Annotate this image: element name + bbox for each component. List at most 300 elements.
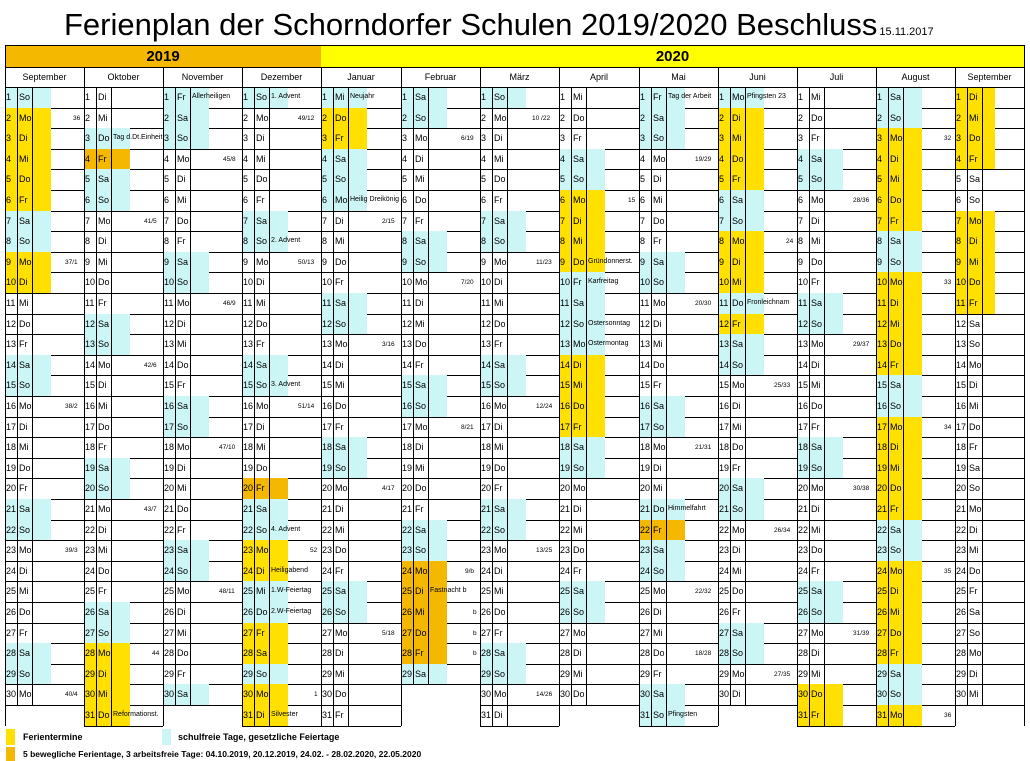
day-number: 29: [560, 668, 571, 679]
day-number: 28: [164, 648, 175, 659]
day-note: Neujahr: [350, 93, 375, 100]
weekday: Di: [890, 442, 899, 453]
weekday: Mi: [19, 442, 29, 453]
day-number: 27: [798, 627, 809, 638]
weekday: Di: [573, 215, 582, 226]
weekday: Di: [811, 504, 820, 514]
day-number: 30: [719, 689, 730, 700]
weekday: Sa: [969, 174, 981, 185]
day-number: 9: [243, 256, 249, 267]
day-number: 11: [798, 298, 808, 308]
weekday: So: [811, 318, 823, 329]
weekday: Sa: [19, 215, 31, 226]
weekday: Do: [335, 545, 347, 556]
day-number: 27: [640, 627, 651, 638]
weekday: Do: [811, 256, 823, 267]
weekday: Mi: [890, 462, 900, 473]
day-number: 3: [877, 133, 883, 144]
weekday: Sa: [573, 442, 585, 453]
weekday: Fr: [177, 92, 186, 102]
day-number: 18: [243, 442, 254, 453]
grid-line: [242, 726, 321, 727]
day-number: 20: [877, 483, 888, 494]
weekday: Mo: [890, 421, 903, 432]
day-number: 1: [640, 92, 646, 102]
grid-line: [401, 67, 402, 726]
weekday: Mo: [969, 215, 982, 226]
day-number: 12: [322, 318, 333, 329]
weekday: Di: [256, 421, 265, 432]
grid-line: [955, 561, 1024, 562]
weekday: Sa: [653, 256, 665, 267]
week-number: 28/36: [853, 197, 870, 204]
day-number: 7: [560, 215, 566, 226]
weekday: So: [256, 524, 268, 535]
weekday: Di: [335, 648, 344, 659]
day-number: 7: [877, 215, 883, 226]
weekday: Do: [256, 318, 268, 329]
weekday: Mo: [98, 504, 111, 514]
weekday: Fr: [653, 380, 662, 391]
day-number: 23: [322, 545, 333, 556]
weekday: So: [653, 565, 665, 576]
day-number: 14: [877, 359, 888, 370]
weekday: Do: [890, 195, 902, 205]
weekday: So: [890, 401, 902, 411]
weekday: So: [19, 524, 31, 535]
day-number: 29: [798, 668, 809, 679]
week-number: 41/5: [144, 217, 157, 225]
day-number: 2: [877, 112, 883, 123]
weekday: Di: [969, 668, 978, 679]
weekday: Di: [256, 710, 265, 720]
day-number: 18: [322, 442, 333, 453]
day-number: 8: [560, 236, 566, 247]
day-note: Fastnacht b: [430, 587, 467, 595]
weekday: Do: [494, 462, 506, 473]
week-number: 20/30: [695, 300, 712, 307]
weekday: Mi: [573, 236, 583, 247]
day-number: 8: [85, 236, 91, 247]
weekday: Sa: [890, 92, 902, 102]
weekday: Mo: [732, 380, 745, 391]
day-number: 30: [6, 689, 17, 700]
weekday: Sa: [494, 215, 506, 226]
weekday: So: [415, 256, 427, 267]
weekday: Mo: [811, 339, 824, 350]
weekday: Mo: [415, 565, 428, 576]
weekday: Fr: [335, 565, 344, 576]
weekday: Sa: [890, 380, 902, 391]
weekday: Mo: [256, 256, 269, 267]
day-number: 22: [719, 524, 730, 535]
weekday: Do: [335, 401, 347, 411]
weekday: Di: [653, 607, 662, 617]
weekday: Fr: [573, 277, 582, 288]
weekday: Mo: [98, 359, 111, 370]
weekday: So: [969, 195, 981, 205]
day-number: 29: [164, 668, 175, 679]
day-number: 12: [164, 318, 175, 329]
weekday: So: [969, 627, 981, 638]
day-number: 12: [243, 318, 254, 329]
weekday: Fr: [573, 133, 582, 144]
day-number: 26: [402, 607, 413, 617]
day-number: 24: [560, 565, 571, 576]
day-number: 3: [85, 133, 91, 144]
weekday: So: [653, 277, 665, 288]
week-number: 38/2: [65, 403, 78, 410]
day-number: 14: [640, 359, 651, 370]
day-number: 24: [243, 565, 254, 576]
day-number: 25: [402, 586, 413, 597]
grid-line: [651, 87, 652, 726]
grid-line: [955, 67, 956, 726]
day-number: 15: [640, 380, 651, 391]
weekday: So: [573, 318, 585, 329]
day-number: 6: [877, 195, 883, 205]
day-number: 16: [481, 401, 492, 411]
day-number: 27: [164, 627, 175, 638]
weekday: Di: [890, 586, 899, 597]
weekday: Fr: [98, 153, 107, 164]
day-note: Tag d.Dt.Einheit: [113, 134, 163, 142]
weekday: Do: [811, 401, 823, 411]
day-number: 25: [322, 586, 333, 597]
weekday: So: [177, 565, 189, 576]
day-number: 7: [6, 215, 12, 226]
weekday: Do: [890, 483, 902, 494]
week-number: 13/25: [536, 547, 553, 555]
day-number: 19: [85, 462, 96, 473]
month-header-august-11: August: [901, 72, 930, 82]
weekday: Sa: [19, 504, 31, 514]
weekday: Sa: [335, 298, 347, 308]
weekday: Do: [573, 545, 585, 556]
day-number: 9: [719, 256, 725, 267]
weekday: Mo: [19, 401, 32, 411]
weekday: Do: [335, 689, 347, 700]
weekday: Mo: [19, 545, 32, 556]
weekday: So: [811, 462, 823, 473]
grid-line: [84, 726, 163, 727]
day-number: 17: [164, 421, 175, 432]
weekday: Mi: [890, 318, 900, 329]
day-note: Himmelfahrt: [668, 505, 706, 512]
weekday: Do: [415, 483, 427, 494]
day-number: 12: [560, 318, 571, 329]
day-number: 27: [322, 627, 333, 638]
grid-line: [955, 499, 1024, 500]
weekday: Mi: [969, 689, 979, 700]
grid-line: [571, 87, 572, 705]
weekday: Do: [653, 648, 665, 659]
day-number: 8: [877, 236, 883, 247]
grid-line: [559, 67, 560, 726]
day-number: 25: [164, 586, 175, 597]
grid-line: [84, 67, 85, 726]
day-number: 7: [164, 215, 170, 226]
day-number: 20: [85, 483, 96, 494]
day-number: 11: [956, 298, 966, 308]
day-number: 13: [6, 339, 17, 350]
day-number: 26: [164, 607, 175, 617]
day-number: 14: [6, 359, 17, 370]
weekday: So: [335, 607, 347, 617]
weekday: Mi: [98, 545, 108, 556]
day-number: 2: [640, 112, 646, 123]
day-number: 1: [956, 92, 962, 102]
day-number: 14: [164, 359, 175, 370]
weekday: Fr: [890, 648, 899, 659]
grid-line: [507, 87, 508, 726]
grid-line: [955, 520, 1024, 521]
day-number: 18: [877, 442, 888, 453]
day-note: 2. Advent: [271, 237, 301, 245]
day-number: 28: [798, 648, 809, 659]
day-number: 23: [877, 545, 888, 556]
day-number: 29: [243, 668, 254, 679]
day-number: 6: [6, 195, 12, 205]
weekday: Mo: [811, 195, 824, 205]
weekday: Sa: [732, 483, 744, 494]
weekday: Mi: [98, 256, 108, 267]
day-number: 22: [402, 524, 413, 535]
day-number: 12: [85, 318, 96, 329]
day-number: 8: [798, 236, 804, 247]
day-number: 20: [481, 483, 492, 494]
year-2020-label: 2020: [655, 48, 690, 65]
weekday: Mi: [415, 174, 425, 185]
title-text: Ferienplan der Schorndorfer Schulen 2019/2020 Beschluss: [64, 7, 878, 42]
weekday: So: [811, 174, 823, 185]
day-number: 18: [640, 442, 651, 453]
weekday: Di: [494, 277, 503, 288]
day-number: 23: [6, 545, 17, 556]
weekday: Mi: [811, 524, 821, 535]
day-number: 23: [956, 545, 967, 556]
day-cell-august-11-4: [876, 149, 922, 170]
day-number: 20: [164, 483, 175, 494]
weekday: Do: [494, 318, 506, 329]
day-number: 29: [402, 668, 413, 679]
day-number: 15: [877, 380, 888, 391]
day-number: 24: [719, 565, 730, 576]
day-number: 28: [640, 648, 651, 659]
day-number: 4: [243, 153, 249, 164]
day-number: 19: [560, 462, 571, 473]
weekday: Mi: [494, 153, 504, 164]
weekday: Do: [653, 504, 665, 514]
day-number: 26: [6, 607, 17, 617]
day-number: 9: [402, 256, 408, 267]
weekday: Sa: [415, 92, 427, 102]
day-number: 5: [402, 174, 408, 185]
week-number: 42/6: [144, 361, 157, 369]
grid-line: [745, 87, 746, 705]
day-number: 23: [719, 545, 730, 556]
day-number: 3: [956, 133, 962, 144]
month-header-oktober-1: Oktober: [107, 72, 140, 82]
weekday: So: [573, 174, 585, 185]
day-number: 19: [877, 462, 888, 473]
week-number: 9/b: [465, 567, 475, 575]
week-number: 52: [310, 547, 318, 555]
day-number: 14: [402, 359, 413, 370]
week-number: b: [473, 609, 477, 616]
week-number: 37/1: [65, 258, 78, 266]
day-number: 16: [402, 401, 413, 411]
week-number: 6/19: [461, 135, 474, 143]
day-number: 5: [6, 174, 12, 185]
day-number: 22: [481, 524, 492, 535]
day-number: 28: [402, 648, 413, 659]
day-number: 16: [322, 401, 333, 411]
month-header-januar-4: Januar: [347, 72, 375, 82]
day-number: 7: [798, 215, 804, 226]
grid-line: [5, 45, 6, 67]
week-number: 29/37: [853, 341, 870, 349]
weekday: Mi: [177, 483, 187, 494]
weekday: Do: [415, 627, 427, 638]
weekday: Mi: [811, 380, 821, 391]
grid-line: [955, 623, 1024, 624]
weekday: Mo: [335, 627, 348, 638]
grid-line: [5, 705, 84, 706]
weekday: Fr: [573, 421, 582, 432]
day-number: 9: [6, 256, 12, 267]
day-number: 2: [243, 112, 249, 123]
day-number: 14: [560, 359, 571, 370]
day-number: 5: [164, 174, 170, 185]
day-note: Allerheiligen: [192, 93, 231, 100]
week-number: 46/9: [223, 300, 236, 307]
weekday: Fr: [335, 710, 344, 720]
weekday: Mi: [177, 339, 187, 350]
day-number: 8: [956, 236, 962, 247]
weekday: Fr: [969, 586, 978, 597]
weekday: Mi: [415, 318, 425, 329]
day-number: 26: [640, 607, 651, 617]
day-number: 17: [560, 421, 571, 432]
day-number: 11: [640, 298, 650, 308]
day-number: 24: [798, 565, 809, 576]
grid-line: [190, 87, 191, 705]
week-number: 49/12: [298, 114, 315, 122]
day-number: 15: [481, 380, 492, 391]
day-number: 22: [243, 524, 254, 535]
day-number: 26: [243, 607, 254, 617]
weekday: Do: [256, 462, 268, 473]
weekday: So: [494, 236, 506, 247]
day-number: 31: [322, 710, 333, 720]
day-number: 24: [402, 565, 413, 576]
grid-line: [1024, 45, 1025, 67]
day-number: 1: [322, 92, 328, 102]
weekday: Sa: [177, 689, 189, 700]
weekday: Di: [494, 133, 503, 144]
weekday: So: [335, 462, 347, 473]
grid-line: [163, 67, 164, 726]
week-number: 4/17: [382, 485, 395, 493]
weekday: Fr: [494, 627, 503, 638]
month-header-dezember-3: Dezember: [260, 72, 303, 82]
grid-line: [955, 643, 1024, 644]
weekday: Mi: [335, 524, 345, 535]
weekday: Mi: [415, 462, 425, 473]
day-number: 1: [719, 92, 725, 102]
weekday: Do: [732, 298, 744, 308]
day-number: 11: [243, 298, 253, 308]
weekday: Do: [98, 565, 110, 576]
weekday: Fr: [653, 236, 662, 247]
grid-line: [955, 437, 1024, 438]
day-number: 9: [164, 256, 170, 267]
day-number: 11: [164, 298, 174, 308]
weekday: Mi: [969, 256, 979, 267]
weekday: Mo: [732, 524, 745, 535]
day-note: Pfingsten 23: [747, 93, 786, 100]
weekday: Mo: [98, 215, 111, 226]
weekday: Di: [890, 298, 899, 308]
day-number: 10: [719, 277, 730, 288]
grid-line: [955, 458, 1024, 459]
weekday: Sa: [494, 359, 506, 370]
weekday: Di: [494, 710, 503, 720]
day-number: 16: [164, 401, 175, 411]
weekday: Mo: [256, 545, 269, 556]
week-number: 2/15: [382, 217, 395, 225]
weekday: So: [256, 92, 268, 102]
weekday: Mi: [19, 298, 29, 308]
day-number: 29: [719, 668, 730, 679]
weekday: So: [890, 256, 902, 267]
day-number: 23: [640, 545, 651, 556]
grid-line: [955, 169, 1024, 170]
weekday: Di: [732, 112, 741, 123]
day-number: 18: [6, 442, 17, 453]
weekday: Sa: [256, 359, 268, 370]
day-number: 22: [956, 524, 967, 535]
weekday: Mi: [890, 174, 900, 185]
weekday: Sa: [811, 153, 823, 164]
day-number: 21: [243, 504, 254, 514]
day-number: 2: [956, 112, 962, 123]
weekday: Fr: [177, 236, 186, 247]
day-number: 15: [6, 380, 17, 391]
day-number: 8: [640, 236, 646, 247]
grid-line: [955, 540, 1024, 541]
weekday: Mi: [335, 236, 345, 247]
weekday: Fr: [335, 133, 344, 144]
weekday: Di: [653, 462, 662, 473]
grid-line: [242, 67, 243, 726]
weekday: Fr: [335, 277, 344, 288]
day-number: 29: [640, 668, 651, 679]
day-number: 8: [719, 236, 725, 247]
weekday: Do: [732, 442, 744, 453]
weekday: Do: [19, 174, 31, 185]
day-note: Fronleichnam: [747, 299, 790, 306]
weekday: Mo: [573, 627, 586, 638]
day-number: 24: [481, 565, 492, 576]
day-number: 15: [164, 380, 175, 391]
weekday: Di: [256, 133, 265, 144]
weekday: Fr: [969, 442, 978, 453]
grid-line: [163, 705, 242, 706]
day-number: 25: [798, 586, 809, 597]
day-number: 18: [164, 442, 175, 453]
